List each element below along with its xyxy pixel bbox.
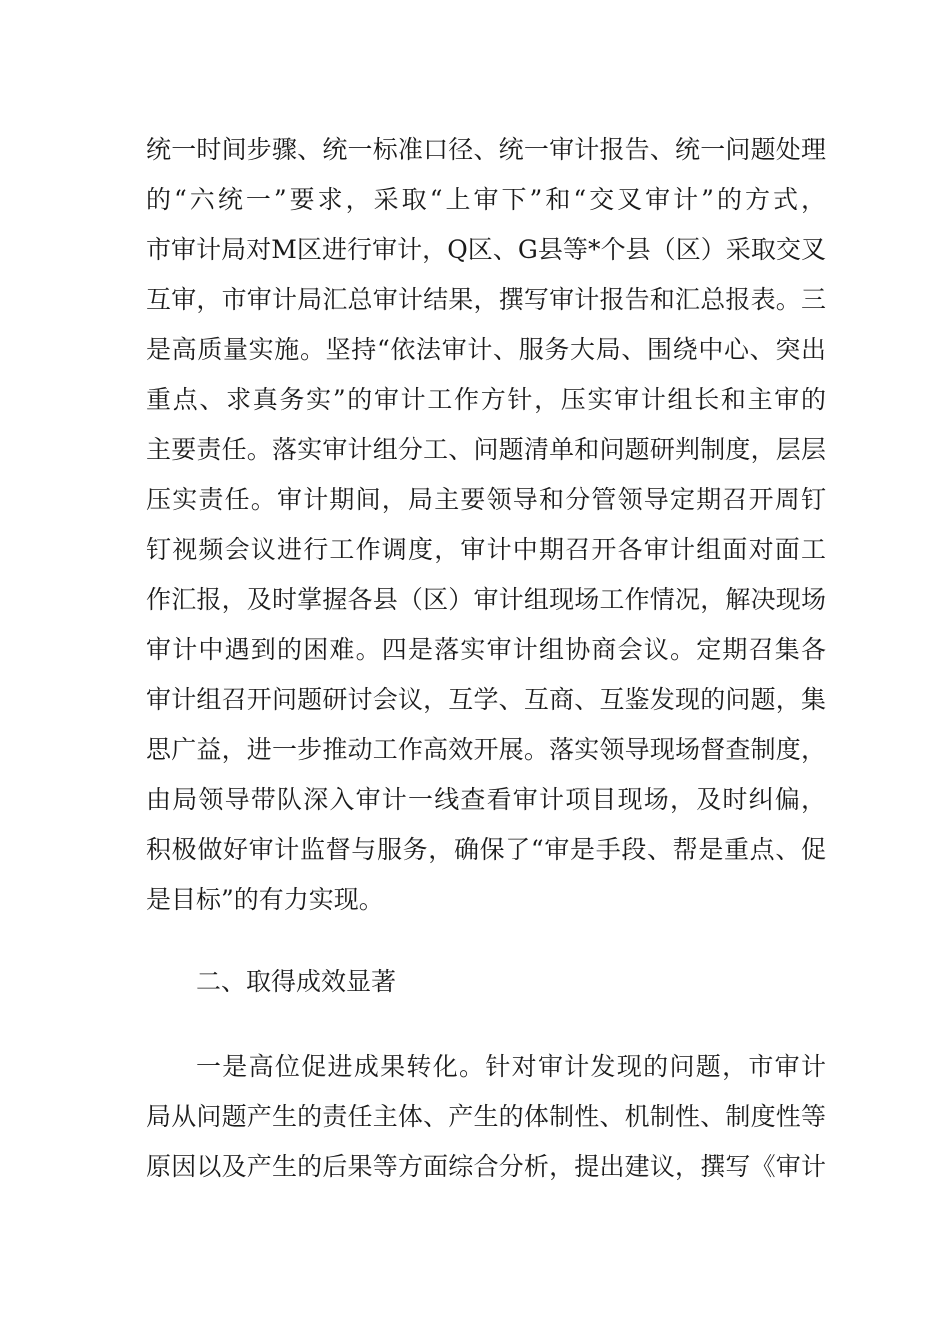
paragraph-line: 市审计局对M区进行审计，Q区、G县等*个县（区）采取交叉 [146, 235, 826, 264]
paragraph-line: 重点、求真务实”的审计工作方针，压实审计组长和主审的 [146, 385, 826, 414]
paragraph-line: 互审，市审计局汇总审计结果，撰写审计报告和汇总报表。三 [146, 285, 826, 314]
paragraph-line: 原因以及产生的后果等方面综合分析，提出建议，撰写《审计 [146, 1152, 826, 1181]
paragraph-line: 主要责任。落实审计组分工、问题清单和问题研判制度，层层 [146, 435, 826, 464]
paragraph-line: 由局领导带队深入审计一线查看审计项目现场，及时纠偏， [146, 785, 826, 814]
paragraph-line: 统一时间步骤、统一标准口径、统一审计报告、统一问题处理 [146, 135, 826, 164]
paragraph-line: 积极做好审计监督与服务，确保了“审是手段、帮是重点、促 [146, 835, 826, 864]
paragraph-line: 压实责任。审计期间，局主要领导和分管领导定期召开周钉 [146, 485, 826, 514]
paragraph-line: 一是高位促进成果转化。针对审计发现的问题，市审计 [196, 1052, 826, 1081]
paragraph-line: 思广益，进一步推动工作高效开展。落实领导现场督查制度， [146, 735, 826, 764]
paragraph-line: 的“六统一”要求，采取“上审下”和“交叉审计”的方式， [146, 185, 826, 214]
paragraph-line: 钉视频会议进行工作调度，审计中期召开各审计组面对面工 [146, 535, 826, 564]
paragraph-line: 是高质量实施。坚持“依法审计、服务大局、围绕中心、突出 [146, 335, 826, 364]
paragraph-line: 作汇报，及时掌握各县（区）审计组现场工作情况，解决现场 [146, 585, 826, 614]
section-heading: 二、取得成效显著 [196, 967, 397, 996]
paragraph-line: 是目标”的有力实现。 [146, 885, 384, 914]
paragraph-line: 审计中遇到的困难。四是落实审计组协商会议。定期召集各 [146, 635, 826, 664]
paragraph-line: 局从问题产生的责任主体、产生的体制性、机制性、制度性等 [146, 1102, 826, 1131]
paragraph-line: 审计组召开问题研讨会议，互学、互商、互鉴发现的问题，集 [146, 685, 826, 714]
